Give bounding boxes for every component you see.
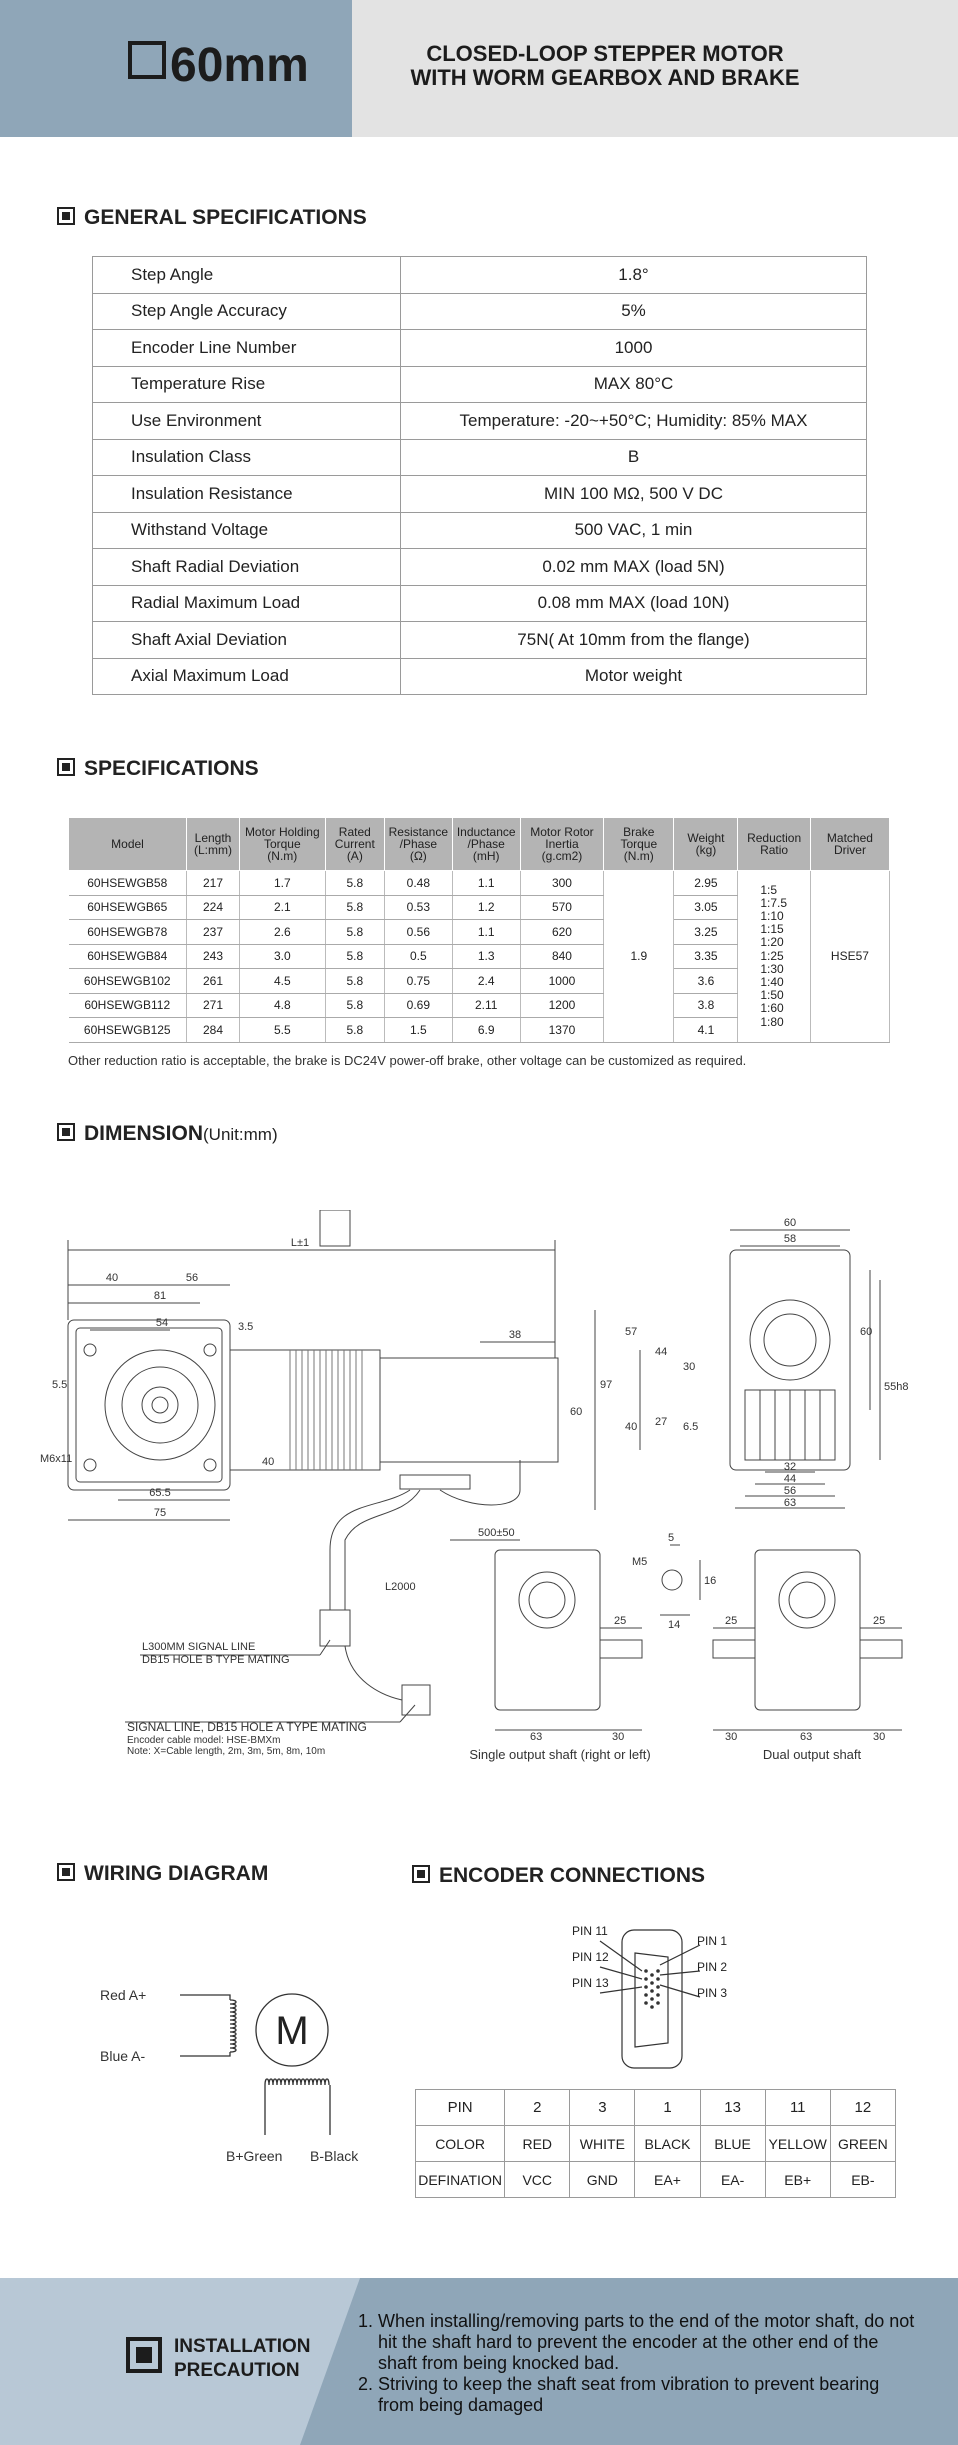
dim-label: 5.5 <box>52 1379 68 1391</box>
bullet-square-icon <box>57 1863 75 1881</box>
dim-label: 63 <box>530 1731 543 1743</box>
pin-label: PIN 1 <box>697 1934 728 1948</box>
coil-a <box>230 2000 236 2052</box>
dim-label: 57 <box>625 1326 638 1338</box>
spec-value: MIN 100 MΩ, 500 V DC <box>401 476 867 513</box>
reduction-ratio-cell <box>738 871 811 1043</box>
spec-cell: 6.9 <box>452 1018 520 1043</box>
spec-cell: 300 <box>520 871 603 896</box>
general-spec-row <box>93 366 867 403</box>
spec-cell: 3.0 <box>240 944 326 969</box>
dim-label: 38 <box>508 1329 522 1341</box>
spec-cell: 261 <box>187 969 240 994</box>
pin-table-cell: DEFINATION <box>416 2162 505 2198</box>
spec-name: Shaft Radial Deviation <box>93 549 401 586</box>
pin-table-cell: 11 <box>765 2090 830 2126</box>
spec-cell: 237 <box>187 920 240 945</box>
coil-b <box>265 2079 329 2085</box>
precaution-item: 2. Striving to keep the shaft seat from vibration to prevent bearing from being damaged <box>358 2374 880 2415</box>
spec-name: Encoder Line Number <box>93 330 401 367</box>
spec-cell: 5.8 <box>325 895 385 920</box>
weight-cell: 3.05 <box>674 895 738 920</box>
ratio-item: 1:80 <box>760 1014 784 1029</box>
spec-value: 0.02 mm MAX (load 5N) <box>401 549 867 586</box>
spec-cell: 60HSEWGB84 <box>69 944 187 969</box>
spec-column-header: Inductance /Phase (mH) <box>452 818 520 871</box>
spec-cell: 2.1 <box>240 895 326 920</box>
pin-table-cell: GREEN <box>830 2126 895 2162</box>
spec-cell: 60HSEWGB78 <box>69 920 187 945</box>
spec-value: Motor weight <box>401 658 867 695</box>
dim-label: 40 <box>262 1456 275 1468</box>
spec-value: 1000 <box>401 330 867 367</box>
spec-cell: 5.8 <box>325 1018 385 1043</box>
dim-label: 14 <box>668 1619 681 1631</box>
precaution-item: 1. When installing/removing parts to the end of the motor shaft, do not hit the shaft hard to prevent the encoder at the other end of the shaft from being knocked bad. <box>358 2311 915 2373</box>
pin-label: PIN 11 <box>572 1924 608 1938</box>
connector-block <box>400 1475 470 1489</box>
ratio-item: 1:40 <box>760 975 784 990</box>
dim-label: 97 <box>600 1379 613 1391</box>
spec-cell: 60HSEWGB112 <box>69 993 187 1018</box>
ratio-item: 1:10 <box>760 909 784 924</box>
weight-cell: 3.25 <box>674 920 738 945</box>
ratio-item: 1:15 <box>760 922 784 937</box>
dim-label: 5 <box>668 1532 675 1544</box>
spec-cell: 570 <box>520 895 603 920</box>
spec-column-header: Brake Torque (N.m) <box>604 818 674 871</box>
dimension-heading: DIMENSION(Unit:mm) <box>57 1122 278 1146</box>
dim-label: 40 <box>625 1421 638 1433</box>
bullet-square-icon <box>412 1865 430 1883</box>
precaution-list <box>358 2311 918 2416</box>
wire-blue-label: Blue A- <box>100 2048 146 2064</box>
dim-label: 16 <box>704 1575 717 1587</box>
wiring-heading: WIRING DIAGRAM <box>57 1862 268 1886</box>
spec-cell: 1370 <box>520 1018 603 1043</box>
general-spec-row <box>93 512 867 549</box>
dim-label: 32 <box>783 1461 797 1473</box>
pin-table-cell: 13 <box>700 2090 765 2126</box>
dim-label: 3.5 <box>238 1321 254 1333</box>
spec-cell: 217 <box>187 871 240 896</box>
callout-encoder-cable: Encoder cable model: HSE-BMXm <box>127 1735 281 1746</box>
dim-label: 63 <box>783 1497 797 1509</box>
single-output-caption: Single output shaft (right or left) <box>469 1747 651 1762</box>
general-spec-row <box>93 330 867 367</box>
ratio-item: 1:60 <box>760 1001 784 1016</box>
spec-name: Axial Maximum Load <box>93 658 401 695</box>
spec-cell: 5.8 <box>325 993 385 1018</box>
dim-label: 63 <box>800 1731 813 1743</box>
spec-value: MAX 80°C <box>401 366 867 403</box>
spec-cell: 0.56 <box>385 920 453 945</box>
spec-cell: 4.5 <box>240 969 326 994</box>
ratio-item: 1:25 <box>760 948 784 963</box>
spec-name: Radial Maximum Load <box>93 585 401 622</box>
specifications-heading: SPECIFICATIONS <box>57 757 259 781</box>
spec-cell: 5.8 <box>325 871 385 896</box>
spec-name: Insulation Class <box>93 439 401 476</box>
pin-table-cell: EB- <box>830 2162 895 2198</box>
dim-label: 44 <box>655 1346 668 1358</box>
spec-cell: 620 <box>520 920 603 945</box>
spec-value: 500 VAC, 1 min <box>401 512 867 549</box>
dim-label: 44 <box>783 1473 797 1485</box>
dim-label: 25 <box>614 1615 627 1627</box>
callout-cable-note: Note: X=Cable length, 2m, 3m, 5m, 8m, 10m <box>127 1746 326 1757</box>
ratio-item: 1:5 <box>760 882 778 897</box>
spec-cell: 60HSEWGB65 <box>69 895 187 920</box>
spec-cell: 284 <box>187 1018 240 1043</box>
dim-label: 30 <box>683 1361 696 1373</box>
general-spec-row <box>93 439 867 476</box>
spec-column-header: Model <box>69 818 187 871</box>
bullet-square-icon <box>57 207 75 225</box>
pin-table-cell: 3 <box>570 2090 635 2126</box>
specifications-table <box>68 817 890 1043</box>
spec-cell: 0.5 <box>385 944 453 969</box>
general-spec-row <box>93 549 867 586</box>
spec-value: 1.8° <box>401 257 867 294</box>
spec-cell: 1000 <box>520 969 603 994</box>
spec-cell: 2.4 <box>452 969 520 994</box>
specs-note: Other reduction ratio is acceptable, the brake is DC24V power-off brake, other voltage can be customized as required. <box>68 1053 747 1068</box>
spec-column-header: Rated Current (A) <box>325 818 385 871</box>
precaution-title: INSTALLATION PRECAUTION <box>174 2336 311 2381</box>
encoder-heading: ENCODER CONNECTIONS <box>412 1864 705 1888</box>
pin-table-cell: GND <box>570 2162 635 2198</box>
spec-name: Withstand Voltage <box>93 512 401 549</box>
pin-label: PIN 2 <box>697 1960 728 1974</box>
pin-table-cell: BLUE <box>700 2126 765 2162</box>
pin-table-cell: BLACK <box>635 2126 700 2162</box>
db15-connector <box>560 1915 750 2080</box>
spec-column-header: Motor Holding Torque (N.m) <box>240 818 326 871</box>
dim-label: 55h8 <box>884 1381 909 1393</box>
encoder-pin-table <box>415 2089 896 2198</box>
pin-table-cell: PIN <box>416 2090 505 2126</box>
wire-red-label: Red A+ <box>100 1987 147 2003</box>
motor-body <box>230 1350 380 1470</box>
ratio-item: 1:50 <box>760 988 784 1003</box>
spec-cell: 5.8 <box>325 944 385 969</box>
spec-cell: 1.5 <box>385 1018 453 1043</box>
spec-cell: 224 <box>187 895 240 920</box>
bullet-square-icon <box>57 1123 75 1141</box>
spec-column-header: Matched Driver <box>810 818 889 871</box>
dim-label: 30 <box>612 1731 625 1743</box>
dim-label: 25 <box>725 1615 738 1627</box>
callout-signal-a: SIGNAL LINE, DB15 HOLE A TYPE MATING <box>127 1720 367 1734</box>
dim-label: 6.5 <box>683 1421 699 1433</box>
pin-table-cell: RED <box>505 2126 570 2162</box>
spec-column-header: Motor Rotor Inertia (g.cm2) <box>520 818 603 871</box>
pin-label: PIN 3 <box>697 1986 728 2000</box>
general-spec-row <box>93 403 867 440</box>
spec-name: Shaft Axial Deviation <box>93 622 401 659</box>
wire-green-label: B+Green <box>226 2148 283 2164</box>
pin-label: PIN 12 <box>572 1950 609 1964</box>
spec-cell: 1.1 <box>452 871 520 896</box>
dim-label: M5 <box>632 1556 648 1568</box>
spec-cell: 271 <box>187 993 240 1018</box>
dim-label: L2000 <box>385 1581 416 1593</box>
wire-black-label: B-Black <box>310 2148 359 2164</box>
precaution-icon <box>126 2337 162 2373</box>
pin-table-cell: EA- <box>700 2162 765 2198</box>
spec-value: 5% <box>401 293 867 330</box>
spec-name: Temperature Rise <box>93 366 401 403</box>
brake-torque-cell: 1.9 <box>604 871 674 1043</box>
spec-column-header: Length (L:mm) <box>187 818 240 871</box>
spec-name: Step Angle Accuracy <box>93 293 401 330</box>
spec-name: Use Environment <box>93 403 401 440</box>
pin-table-cell: EB+ <box>765 2162 830 2198</box>
dual-output-caption: Dual output shaft <box>762 1747 862 1762</box>
weight-cell: 3.8 <box>674 993 738 1018</box>
ratio-item: 1:30 <box>760 961 784 976</box>
dim-label: 500±50 <box>478 1527 515 1539</box>
spec-cell: 1.7 <box>240 871 326 896</box>
ratio-item: 1:20 <box>760 935 784 950</box>
general-specs-table <box>92 256 867 695</box>
square-icon <box>128 41 166 79</box>
dim-label: 40 <box>105 1272 119 1284</box>
spec-column-header: Weight (kg) <box>674 818 738 871</box>
spec-cell: 243 <box>187 944 240 969</box>
spec-cell: 1.1 <box>452 920 520 945</box>
general-spec-row <box>93 476 867 513</box>
spec-cell: 5.5 <box>240 1018 326 1043</box>
general-spec-row <box>93 658 867 695</box>
dim-length-label: L±1 <box>290 1237 310 1249</box>
spec-column-header: Resistance /Phase (Ω) <box>385 818 453 871</box>
dim-label: 75 <box>153 1507 167 1519</box>
weight-cell: 2.95 <box>674 871 738 896</box>
pin-table-cell: VCC <box>505 2162 570 2198</box>
motor-letter: M <box>275 2009 309 2053</box>
spec-cell: 60HSEWGB125 <box>69 1018 187 1043</box>
dual-output-view <box>755 1550 860 1710</box>
dim-label: 56 <box>783 1485 797 1497</box>
spec-value: B <box>401 439 867 476</box>
pin-table-cell: 2 <box>505 2090 570 2126</box>
general-spec-row <box>93 622 867 659</box>
spec-cell: 1.3 <box>452 944 520 969</box>
single-output-view <box>495 1550 600 1710</box>
spec-column-header: Reduction Ratio <box>738 818 811 871</box>
encoder-brake-housing <box>380 1358 558 1462</box>
spec-cell: 0.75 <box>385 969 453 994</box>
spec-cell: 60HSEWGB102 <box>69 969 187 994</box>
general-spec-row <box>93 585 867 622</box>
pin-table-cell: 1 <box>635 2090 700 2126</box>
spec-value: 0.08 mm MAX (load 10N) <box>401 585 867 622</box>
spec-name: Insulation Resistance <box>93 476 401 513</box>
general-specs-heading: GENERAL SPECIFICATIONS <box>57 206 367 230</box>
dim-label: M6x11 <box>40 1453 73 1465</box>
pin-table-cell: YELLOW <box>765 2126 830 2162</box>
bullet-square-icon <box>57 758 75 776</box>
spec-cell: 2.6 <box>240 920 326 945</box>
wiring-diagram <box>90 1960 380 2180</box>
shaft-key-detail <box>662 1570 682 1590</box>
spec-cell: 5.8 <box>325 969 385 994</box>
dim-label: 27 <box>655 1416 668 1428</box>
weight-cell: 4.1 <box>674 1018 738 1043</box>
general-spec-row <box>93 257 867 294</box>
pin-table-cell: WHITE <box>570 2126 635 2162</box>
pin-table-cell: COLOR <box>416 2126 505 2162</box>
spec-cell: 5.8 <box>325 920 385 945</box>
pin-table-cell: EA+ <box>635 2162 700 2198</box>
dim-label: 60 <box>570 1406 583 1418</box>
dim-label: 81 <box>153 1290 167 1302</box>
weight-cell: 3.6 <box>674 969 738 994</box>
spec-cell: 4.8 <box>240 993 326 1018</box>
pin-table-cell: 12 <box>830 2090 895 2126</box>
spec-value: Temperature: -20~+50°C; Humidity: 85% MAX <box>401 403 867 440</box>
spec-cell: 0.48 <box>385 871 453 896</box>
product-title: CLOSED-LOOP STEPPER MOTOR WITH WORM GEARBOX AND BRAKE <box>410 41 800 90</box>
spec-cell: 60HSEWGB58 <box>69 871 187 896</box>
ratio-item: 1:7.5 <box>760 895 788 910</box>
motor-size-title: 60mm <box>128 38 309 93</box>
spec-cell: 1200 <box>520 993 603 1018</box>
dim-label: 30 <box>725 1731 738 1743</box>
dim-label: 54 <box>155 1317 169 1329</box>
spec-cell: 2.11 <box>452 993 520 1018</box>
weight-cell: 3.35 <box>674 944 738 969</box>
dim-label: 56 <box>185 1272 199 1284</box>
spec-value: 75N( At 10mm from the flange) <box>401 622 867 659</box>
pin-label: PIN 13 <box>572 1976 609 1990</box>
callout-signal-line: L300MM SIGNAL LINE <box>142 1641 256 1653</box>
spec-cell: 840 <box>520 944 603 969</box>
spec-name: Step Angle <box>93 257 401 294</box>
dim-label: 60 <box>783 1217 797 1229</box>
dim-label: 25 <box>873 1615 886 1627</box>
spec-cell: 0.69 <box>385 993 453 1018</box>
spec-row <box>69 871 890 896</box>
spec-cell: 1.2 <box>452 895 520 920</box>
callout-signal-line: DB15 HOLE B TYPE MATING <box>142 1654 290 1666</box>
matched-driver-cell: HSE57 <box>810 871 889 1043</box>
general-spec-row <box>93 293 867 330</box>
spec-cell: 0.53 <box>385 895 453 920</box>
dim-label: 58 <box>783 1233 797 1245</box>
dim-label: 60 <box>860 1326 873 1338</box>
dim-label: 65.5 <box>149 1487 171 1499</box>
dimension-drawing <box>0 1210 958 1770</box>
dim-label: 30 <box>873 1731 886 1743</box>
